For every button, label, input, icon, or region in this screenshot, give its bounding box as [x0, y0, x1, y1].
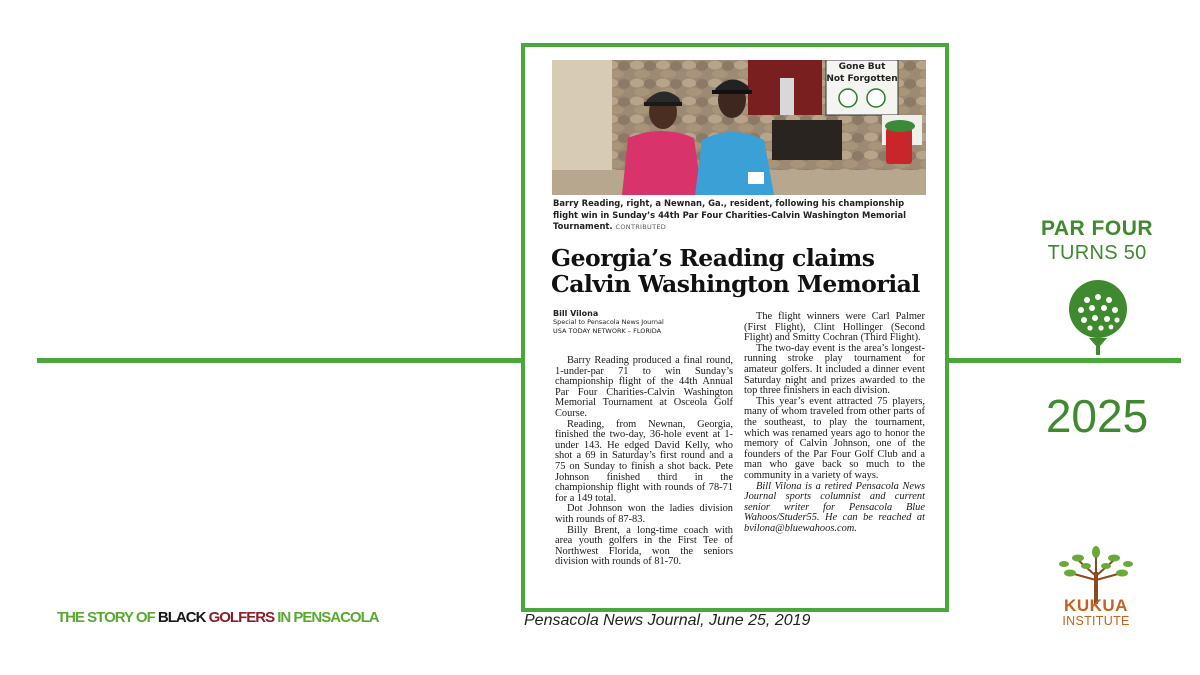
series-title-part-3: GOLFERS	[208, 609, 278, 626]
headline-line-1: Georgia’s Reading claims	[551, 244, 875, 272]
par-four-title	[1030, 216, 1164, 265]
sign-text-line2: Not Forgotten	[826, 74, 898, 84]
series-title	[57, 609, 379, 626]
article-column-1	[555, 356, 733, 568]
byline-role: Special to Pensacola News Journal	[553, 318, 664, 326]
article-column-2	[744, 312, 925, 534]
caption-text: Barry Reading, right, a Newnan, Ga., resident, following his championship flight win in Sunday’s 44th Par Four Charities-Calvin Washington Memorial Tournament.	[553, 198, 907, 231]
paragraph: Barry Reading produced a final round, 1-under-par 71 to win Sunday’s championship flight of the 44th Annual Par Four Charities-Calvin Washington Memorial Tournament at Osceola Golf Course.	[555, 355, 733, 419]
paragraph: Dot Johnson won the ladies division with rounds of 87-83.	[555, 503, 733, 525]
photo-caption	[553, 198, 925, 234]
paragraph: The two-day event is the area’s longest-running stroke play tournament for amateur golfers. It included a dinner event Saturday night and prizes awarded to the top three finishers in each division.	[744, 342, 925, 397]
article-headline	[551, 245, 927, 297]
golf-ball-icon	[1067, 278, 1129, 358]
series-title-part-2: BLACK	[157, 609, 209, 626]
title-line-2: TURNS 50	[1047, 242, 1147, 264]
title-line-1: PAR FOUR	[1040, 217, 1154, 240]
paragraph: Reading, from Newnan, Georgia, finished the two-day, 36-hole event at 1-under 143. He edged David Kelly, who shot a 69 in Saturday’s first round and a 75 on Sunday to finish a shot back. Pete Johnson finished third in the championship flight with rounds of 78-71 for a 149 total.	[555, 418, 733, 504]
newspaper-clipping	[551, 59, 927, 605]
series-title-part-4: IN PENSACOLA	[277, 609, 379, 626]
byline-name: Bill Vilona	[553, 309, 599, 318]
golfers-photo-illustration	[552, 60, 926, 195]
author-bio: Bill Vilona is a retired Pensacola News Journal sports columnist and current senior writer for Pensacola Blue Wahoos/Studer55. He can be reached at bvilona@bluewahoos.com.	[744, 480, 925, 534]
paragraph: The flight winners were Carl Palmer (First Flight), Clint Hollinger (Second Flight) and Smitty Cochran (Third Flight).	[744, 311, 925, 344]
byline-network: USA TODAY NETWORK – FLORIDA	[553, 327, 662, 335]
series-title-part-1: THE STORY OF	[57, 609, 158, 626]
sign-text-line1: Gone But	[838, 62, 886, 72]
caption-credit: CONTRIBUTED	[615, 223, 667, 231]
clipping-frame	[521, 43, 949, 612]
year-label: 2025	[1045, 390, 1149, 442]
right-divider-line	[944, 358, 1181, 363]
byline	[553, 309, 664, 336]
source-citation: Pensacola News Journal, June 25, 2019	[524, 612, 811, 629]
left-divider-line	[37, 358, 524, 363]
logo-subtitle: INSTITUTE	[1062, 614, 1130, 628]
paragraph: This year’s event attracted 75 players, many of whom traveled from other parts of the southeast, to play the tournament, which was renamed years ago to honor the memory of Calvin Johnson, one of the founders of the Par Four Golf Club and a man who gave back so much to the community in a variety of ways.	[744, 395, 925, 481]
paragraph: Billy Brent, a long-time coach with area youth golfers in the First Tee of Northwest Florida, won the seniors division with rounds of 81-70.	[555, 524, 733, 568]
logo-wordmark: KUKUA	[1064, 596, 1128, 615]
article-photo	[552, 60, 926, 195]
headline-line-2: Calvin Washington Memorial	[551, 270, 920, 298]
kukua-institute-logo	[1041, 546, 1151, 638]
